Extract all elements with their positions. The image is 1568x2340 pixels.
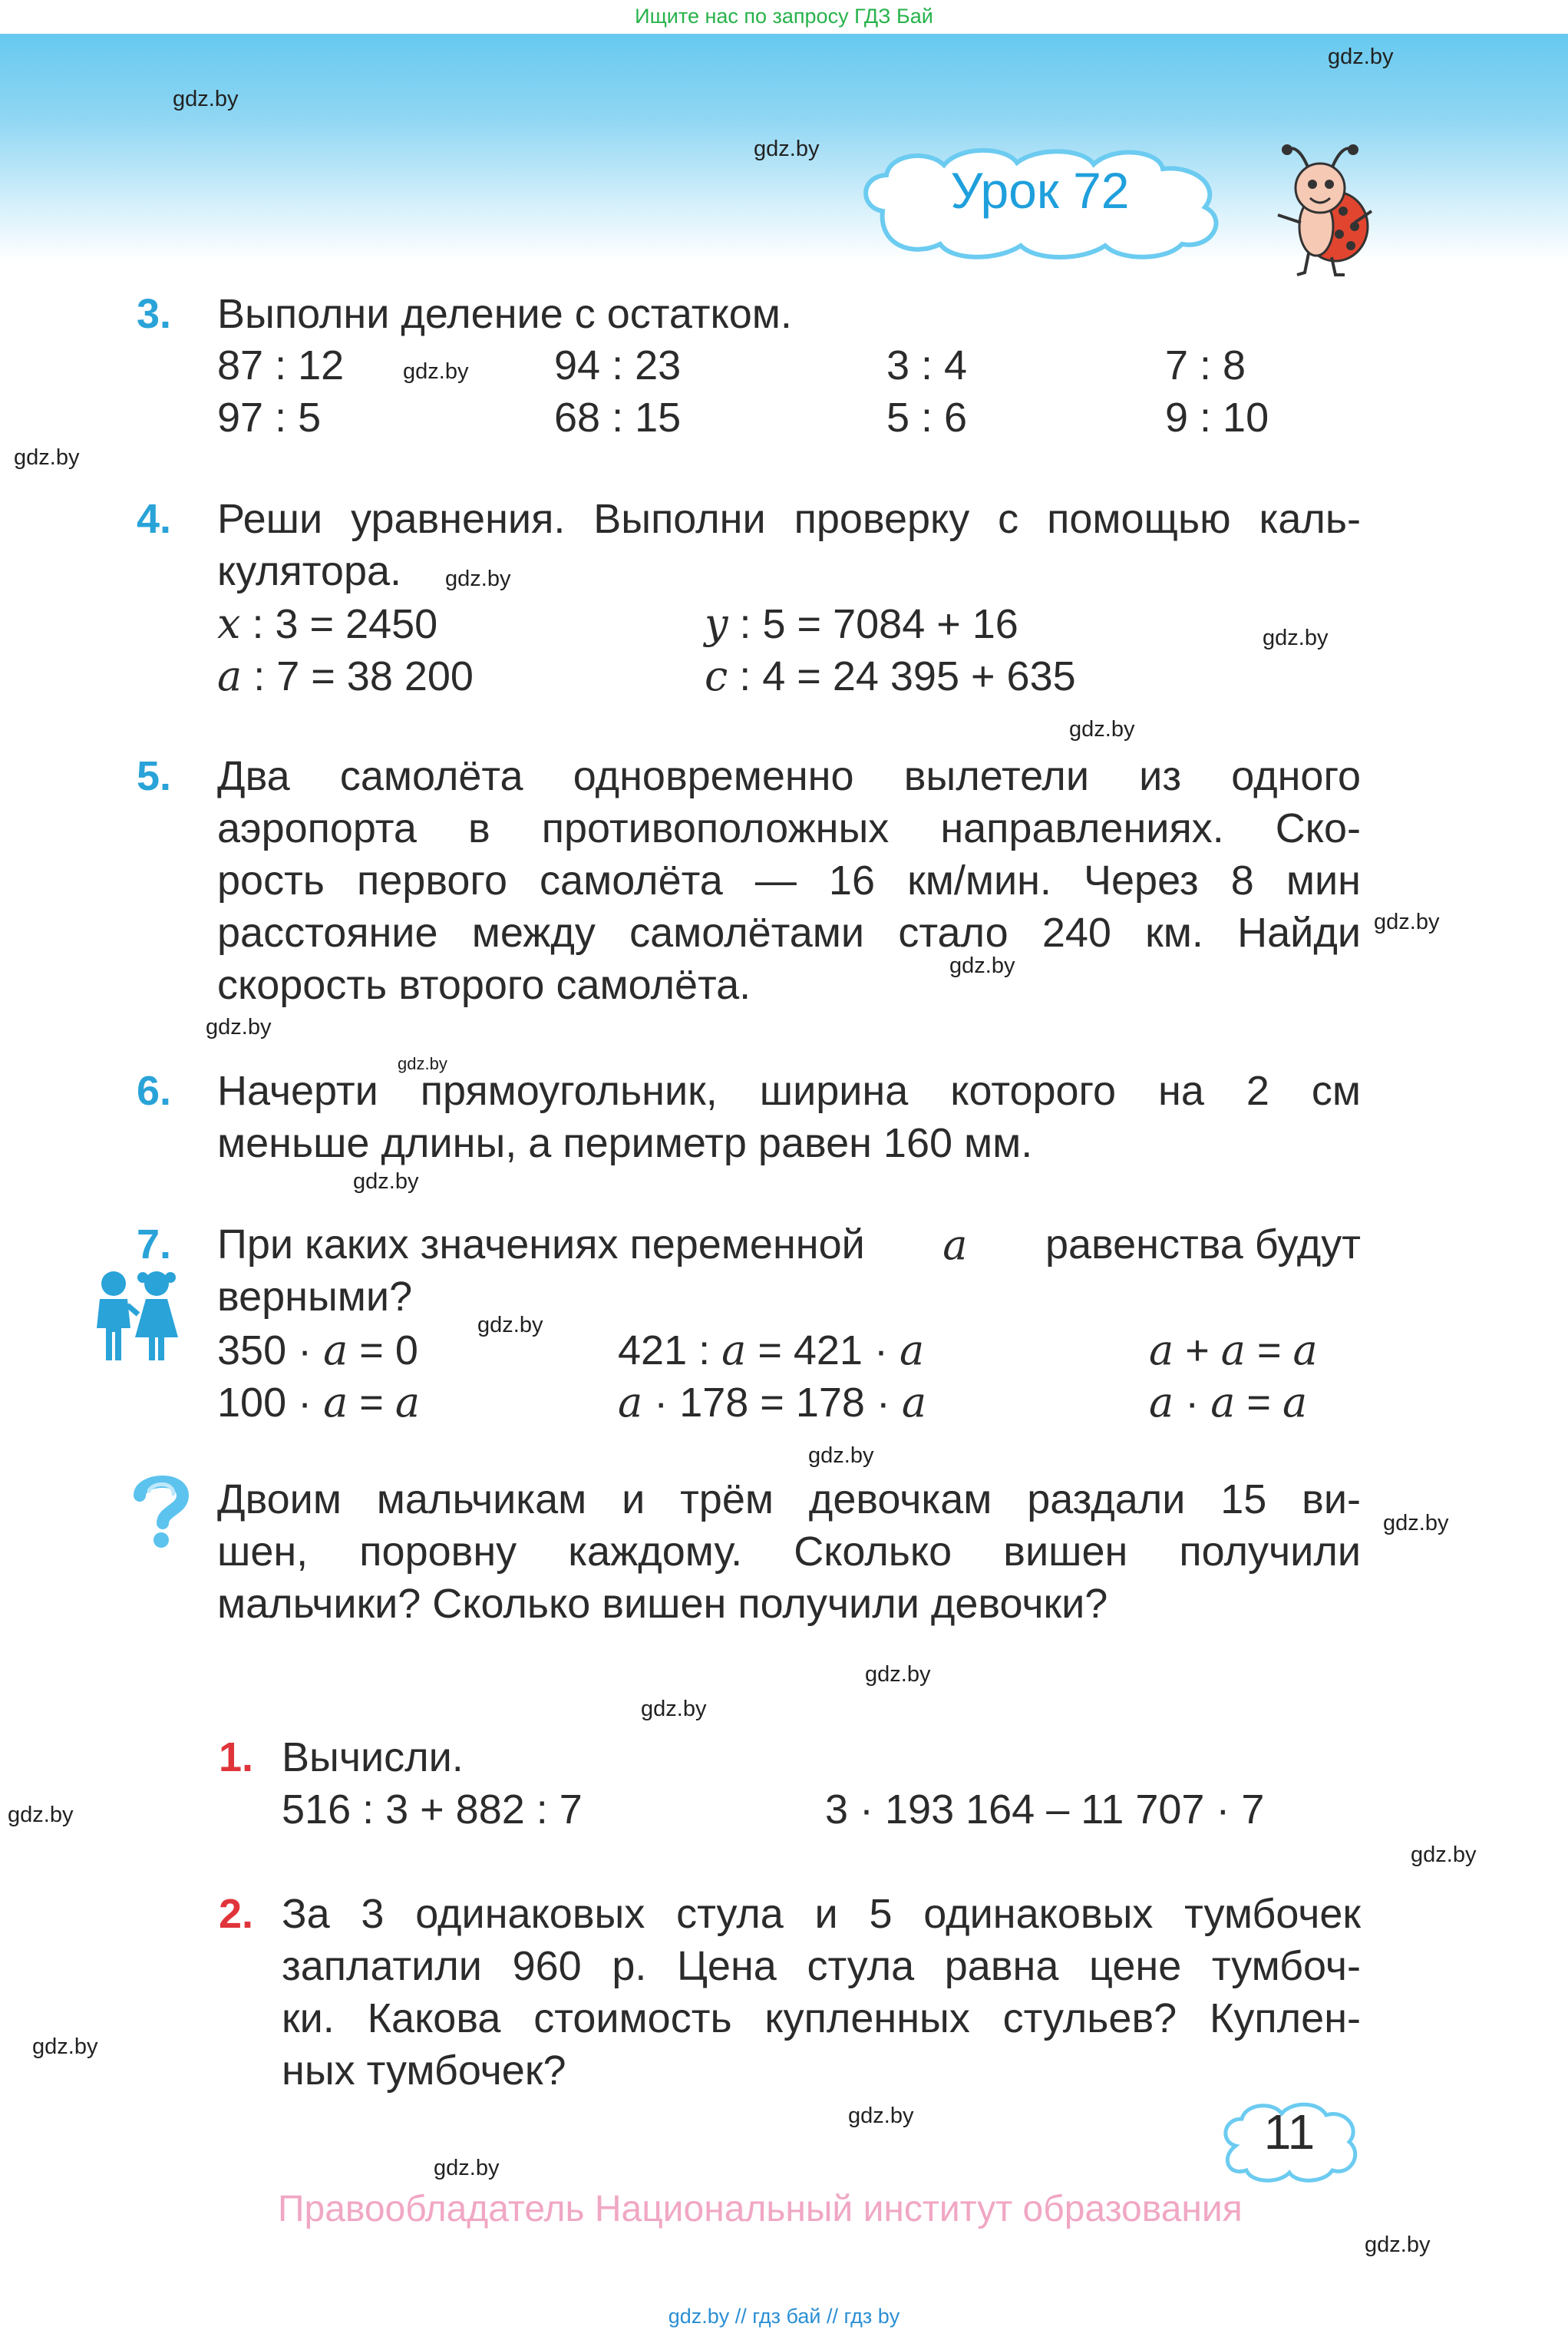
task-text: скорость второго самолёта. [217, 962, 751, 1008]
equation [618, 1326, 924, 1374]
variable: a [901, 1378, 927, 1426]
variable: a [1282, 1378, 1308, 1426]
review-task-text: ки. Какова стоимость купленных стульев? Куплен- [282, 1995, 1361, 2041]
text-part: равенства будут [1045, 1221, 1361, 1268]
equation [217, 1378, 420, 1426]
equation-part: · 178 = 178 · [642, 1380, 902, 1426]
watermark: gdz.by [641, 1697, 707, 1721]
watermark: gdz.by [949, 954, 1015, 978]
review-task-text: ных тумбочек? [282, 2048, 566, 2094]
footer-links[interactable]: gdz.by // гдз бай // гдз by [668, 2305, 900, 2328]
task-number: 3. [137, 291, 172, 337]
equation-part: 100 · [217, 1380, 324, 1426]
equation-part: + [1174, 1327, 1221, 1373]
equation-body: : 5 = 7084 + 16 [728, 601, 1018, 647]
question-mark-icon [130, 1472, 192, 1549]
watermark: gdz.by [1365, 2233, 1431, 2257]
task-text [217, 1221, 1361, 1269]
equation [705, 652, 1076, 700]
equation [705, 600, 1018, 648]
review-task-number: 2. [219, 1891, 254, 1937]
variable: a [1220, 1326, 1246, 1374]
variable: a [217, 652, 243, 700]
task-text: Реши уравнения. Выполни проверку с помощью каль- [217, 496, 1361, 542]
equation-part: 421 : [618, 1327, 722, 1373]
task-text: кулятора. [217, 548, 402, 594]
watermark: gdz.by [398, 1054, 447, 1073]
variable: c [705, 652, 728, 700]
review-task-text: заплатили 960 р. Цена стула равна цене тумбоч- [282, 1943, 1361, 1989]
expression: 97 : 5 [217, 395, 322, 441]
watermark: gdz.by [1069, 717, 1135, 742]
watermark: gdz.by [1328, 45, 1394, 69]
equation-body: : 3 = 2450 [240, 601, 438, 647]
variable: a [721, 1326, 747, 1374]
variable: a [394, 1378, 421, 1426]
task-text: Два самолёта одновременно вылетели из одного [217, 753, 1361, 799]
expression: 7 : 8 [1165, 342, 1246, 388]
variable: a [1149, 1378, 1174, 1426]
watermark: gdz.by [8, 1803, 74, 1827]
lesson-title: Урок 72 [950, 162, 1130, 219]
watermark: gdz.by [14, 445, 80, 470]
expression: 68 : 15 [554, 395, 682, 441]
expression: 9 : 10 [1165, 395, 1269, 441]
watermark: gdz.by [173, 87, 239, 111]
variable: a [323, 1326, 348, 1374]
task-text: расстояние между самолётами стало 240 км. Найди [217, 910, 1361, 956]
expression: 3 : 4 [886, 342, 968, 388]
variable: x [217, 600, 241, 648]
variable: a [942, 1221, 968, 1269]
equation-body: : 7 = 38 200 [242, 653, 474, 699]
ladybug-icon [1270, 138, 1378, 280]
task-text: меньше длины, а периметр равен 160 мм. [217, 1120, 1033, 1166]
equation-part: · [1174, 1380, 1211, 1426]
task-text: аэропорта в противоположных направлениях. Ско- [217, 805, 1361, 851]
watermark: gdz.by [32, 2034, 98, 2059]
expression: 3 · 193 164 – 11 707 · 7 [825, 1786, 1265, 1833]
watermark: gdz.by [403, 359, 469, 384]
page-number: 11 [1263, 2104, 1315, 2160]
kids-icon [86, 1267, 186, 1363]
watermark: gdz.by [1263, 626, 1329, 650]
watermark: gdz.by [477, 1313, 543, 1337]
watermark: gdz.by [1411, 1843, 1477, 1867]
task-text: Начерти прямоугольник, ширина которого на 2 см [217, 1068, 1361, 1114]
copyright: Правообладатель Национальный институт образования [278, 2189, 1243, 2229]
equation-part: = [348, 1380, 395, 1426]
puzzle-text: Двоим мальчикам и трём девочкам раздали 15 ви- [217, 1476, 1361, 1522]
task-text: верными? [217, 1274, 413, 1320]
equation [1149, 1326, 1318, 1374]
variable: a [899, 1326, 925, 1374]
review-task-text: Вычисли. [282, 1734, 464, 1780]
watermark: gdz.by [808, 1443, 874, 1468]
equation-part: = 421 · [746, 1327, 900, 1373]
variable: a [1149, 1326, 1174, 1374]
equation-part: = [1235, 1380, 1282, 1426]
puzzle-text: шен, поровну каждому. Сколько вишен получили [217, 1529, 1361, 1575]
watermark: gdz.by [865, 1662, 931, 1687]
task-number: 4. [137, 496, 172, 542]
task-number: 6. [137, 1068, 172, 1114]
variable: y [705, 600, 728, 648]
variable: a [618, 1378, 643, 1426]
equation [217, 652, 474, 700]
text-part: При каких значениях переменной [217, 1221, 865, 1268]
task-text: Выполни деление с остатком. [217, 291, 792, 337]
variable: a [1210, 1378, 1236, 1426]
variable: a [323, 1378, 348, 1426]
review-task-text: За 3 одинаковых стула и 5 одинаковых тумбочек [282, 1891, 1361, 1937]
watermark: gdz.by [848, 2104, 914, 2128]
task-number: 7. [137, 1221, 172, 1268]
task-number: 5. [137, 753, 172, 799]
watermark: gdz.by [754, 137, 820, 161]
equation [1149, 1378, 1307, 1426]
expression: 94 : 23 [554, 342, 682, 388]
review-task-number: 1. [219, 1734, 254, 1780]
equation-body: : 4 = 24 395 + 635 [728, 653, 1076, 699]
variable: a [1292, 1326, 1318, 1374]
puzzle-text: мальчики? Сколько вишен получили девочки? [217, 1581, 1108, 1627]
watermark: gdz.by [353, 1169, 419, 1194]
watermark: gdz.by [445, 567, 511, 591]
watermark: gdz.by [1383, 1511, 1449, 1535]
watermark: gdz.by [206, 1015, 272, 1039]
equation [217, 1326, 418, 1374]
watermark: gdz.by [434, 2156, 500, 2180]
expression: 87 : 12 [217, 342, 345, 388]
expression: 516 : 3 + 882 : 7 [282, 1786, 583, 1833]
expression: 5 : 6 [886, 395, 968, 441]
equation-part: = 0 [348, 1327, 418, 1373]
equation-part: 350 · [217, 1327, 324, 1373]
equation [217, 600, 437, 648]
watermark: gdz.by [1374, 910, 1440, 934]
task-text: рость первого самолёта — 16 км/мин. Через 8 мин [217, 858, 1361, 904]
equation [618, 1378, 926, 1426]
equation-part: = [1245, 1327, 1293, 1373]
top-search-notice[interactable]: Ищите нас по запросу ГДЗ Бай [0, 0, 1568, 34]
